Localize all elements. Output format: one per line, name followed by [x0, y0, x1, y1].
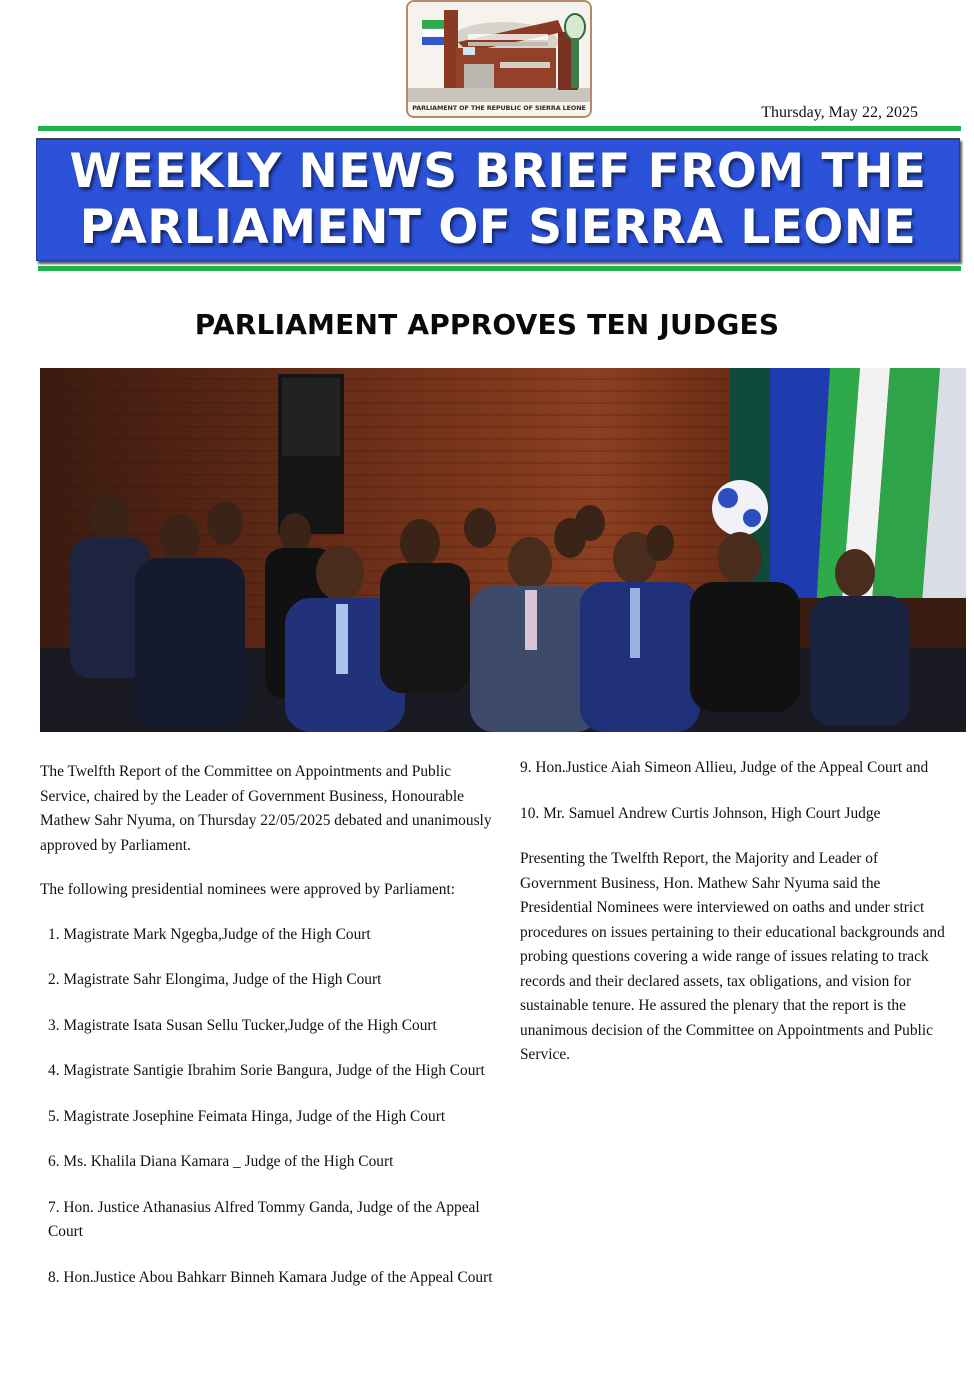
article-headline: PARLIAMENT APPROVES TEN JUDGES [194, 308, 780, 341]
nominee-item: 5. Magistrate Josephine Feimata Hinga, Judge of the High Court [48, 1107, 446, 1125]
nominee-item: 6. Ms. Khalila Diana Kamara _ Judge of the High Court [48, 1153, 394, 1170]
masthead-banner [36, 138, 960, 261]
article-photo [40, 368, 966, 732]
intro-paragraph: The Twelfth Report of the Committee on Appointments and Public Service, chaired by the Leader of Government Business, Honourable Mathew Sahr Nyuma, on Thursday 22/05/2025 debated and unanimously approved by Parliament. [40, 763, 492, 854]
nominee-item: 7. Hon. Justice Athanasius Alfred Tommy Ganda, Judge of the Appeal Court [48, 1198, 480, 1240]
article-body-right [520, 756, 950, 1088]
article-body-left [40, 760, 500, 1311]
nominee-item: 2. Magistrate Sahr Elongima, Judge of the High Court [48, 971, 382, 988]
nominees-list-intro: The following presidential nominees were approved by Parliament: [40, 881, 455, 898]
masthead-title-line-2: PARLIAMENT OF SIERRA LEONE [79, 200, 917, 255]
nominee-item: 8. Hon.Justice Abou Bahkarr Binneh Kamara Judge of the Appeal Court [48, 1268, 493, 1286]
publication-date: Thursday, May 22, 2025 [761, 104, 918, 121]
photo-nominees-seated [40, 368, 966, 732]
parliament-logo [406, 0, 592, 118]
nominee-item: 9. Hon.Justice Aiah Simeon Allieu, Judge of the Appeal Court and [520, 759, 929, 776]
nominee-item: 1. Magistrate Mark Ngegba,Judge of the High Court [48, 925, 371, 943]
closing-paragraph: Presenting the Twelfth Report, the Majority and Leader of Government Business, Hon. Mathew Sahr Nyuma said the Presidential Nominees were interviewed on oaths and under strict procedures on issues pertaining to their educational backgrounds and probing questions covering a wide range of issues relating to track records and their declared assets, tax obligations, and vision for sustainable tenure. He assured the plenary that the report is the unanimous decision of the Committee on Appointments and Public Service. [520, 850, 945, 1063]
nominee-item: 10. Mr. Samuel Andrew Curtis Johnson, High Court Judge [520, 804, 881, 822]
parliament-building-icon [408, 2, 590, 102]
logo-caption: PARLIAMENT OF THE REPUBLIC OF SIERRA LEONE [412, 104, 586, 112]
divider-top [38, 126, 961, 131]
nominee-item: 3. Magistrate Isata Susan Sellu Tucker,Judge of the High Court [48, 1016, 437, 1034]
nominee-item: 4. Magistrate Santigie Ibrahim Sorie Bangura, Judge of the High Court [48, 1062, 485, 1079]
masthead-title-line-1: WEEKLY NEWS BRIEF FROM THE [69, 144, 927, 199]
divider-bottom [38, 266, 961, 271]
